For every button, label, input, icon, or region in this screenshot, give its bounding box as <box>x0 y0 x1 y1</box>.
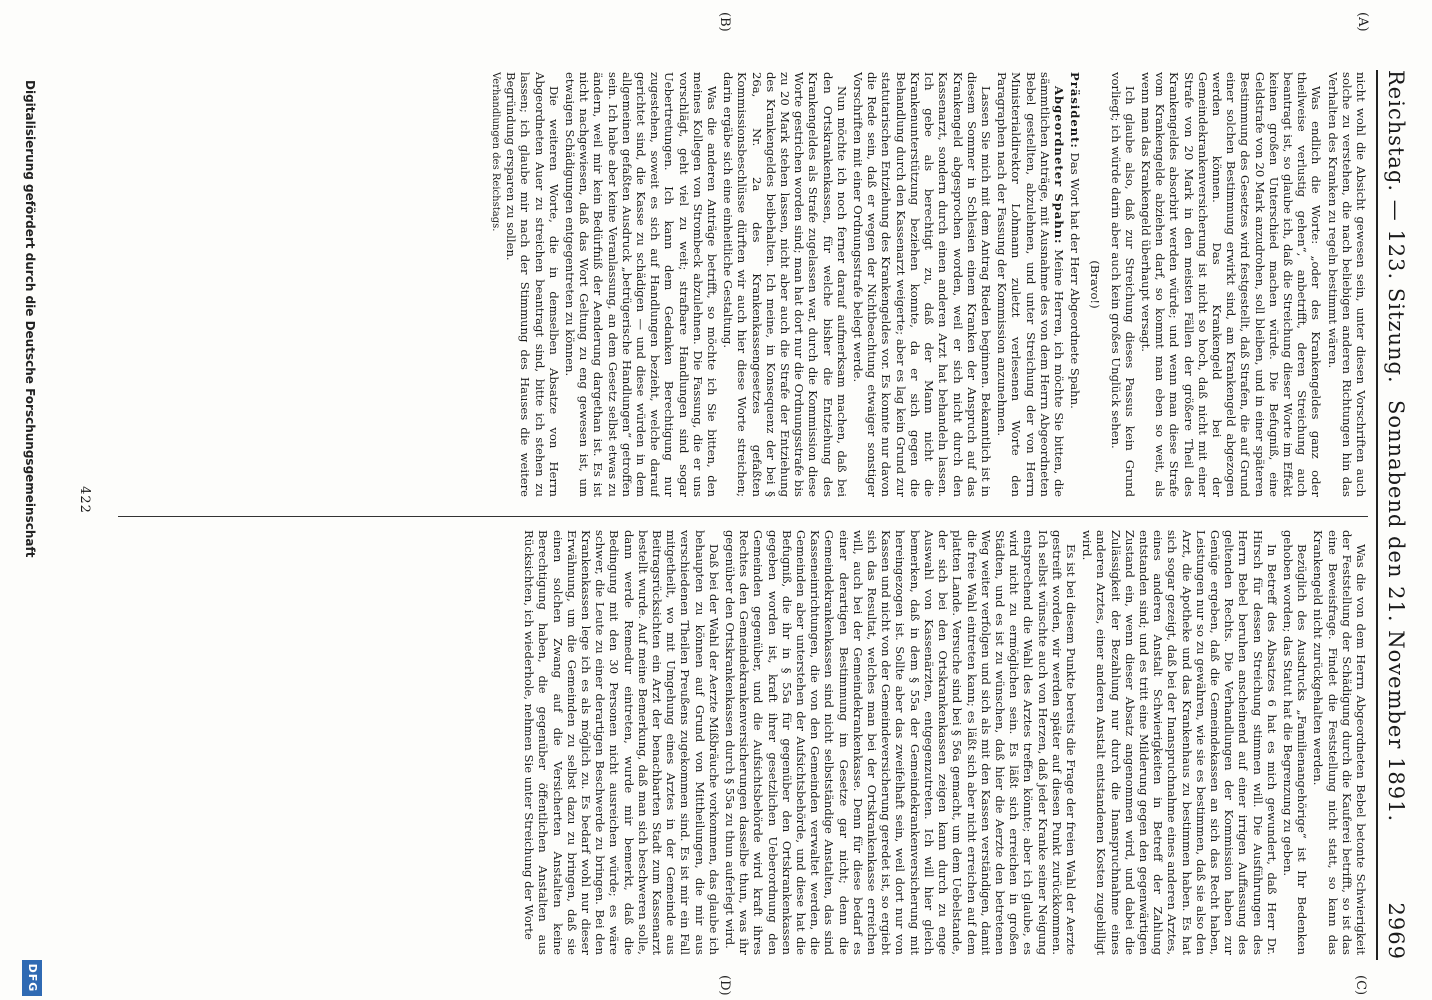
president-text: Das Wort hat der Herr Abgeordnete Spahn. <box>1068 152 1083 409</box>
paragraph: Was die anderen Anträge betrifft, so möchte ich Sie bitten, den meines Kollegen von Strombeck abzulehnen. Die Fassung, die er uns vorschlägt, geht viel zu weit; strafbare Handlungen sind sogar Uebertretungen. Ich kann dem Gedanken Berechtigung nur zugestehen, soweit es sich auf Handlungen bezieht, welche darauf gerichtet sind, die Kasse zu schädigen — und diese würden in dem allgemeinen gefaßten Ausdruck „betrügerische Handlungen“ getroffen sein. Ich habe aber keine Veranlassung, an dem Gesetz selbst etwas zu ändern, weil mir kein Bedürfniß der Aenderung dargethan ist. Es ist nicht nachgewiesen, daß das Wort Geltung zu eng gewesen ist, um etwaigen Schädigungen entgegentreten zu können. <box>563 72 720 497</box>
paragraph: Nun möchte ich noch ferner darauf aufmerksam machen, daß bei den Ortskrankenkassen, für welche bisher die Entziehung des Krankengeldes als Strafe zugelassen war, durch die Kommission diese Worte gestrichen worden sind; man hat dort nur die Ordnungsstrafe bis zu 20 Mark stehen lassen, nicht aber auch die Strafe der Entziehung des Krankengeldes beibehalten. Ich meine, in Konsequenz der bei § 26a, Nr. 2a des Krankenkassengesetzes gefaßten Kommissionsbeschlüsse dürften wir auch hier diese Worte streichen; darin ergäbe sich eine einheitliche Gestaltung. <box>721 72 849 497</box>
paragraph: In Betreff des Absatzes 6 hat es mich gewundert, daß Herr Dr. Hirsch für dessen Streichung stimmen will. Die Ausführungen des Herrn Bebel beruhen anscheinend auf einer irrigen Auffassung des geltenden Rechts. Die Verhandlungen der Kommission haben zur Genüge ergeben, daß die Gemeindekassen an sich das Recht haben, Leistungen nur so zu gewähren, wie sie es bestimmen, daß sie also den Arzt, die Apotheke und das Krankenhaus zu bestimmen haben. Es hat sich sogar gezeigt, daß bei der Inanspruchnahme eines anderen Arztes, eines anderen Anstalt Schwierigkeiten in Betreff der Zahlung entstanden sind; und es tritt eine Milderung gegen den gegenwärtigen Zustand ein, wenn dieser Absatz angenommen wird, und dabei die Zulässigkeit der Bezahlung nur durch die Inanspruchnahme eines anderen Arztes, einer anderen Anstalt entstandenen Kosten zugebilligt wird. <box>1080 530 1279 955</box>
right-text-column <box>118 530 1368 955</box>
paragraph: Die weiteren Worte, die in demselben Absatze von Herrn Abgeordneten Auer zu streichen beantragt sind, bitte ich stehen zu lassen; ich glaube mir nach der Stimmung des Hauses die weitere Begründung ersparen zu sollen. <box>504 72 561 497</box>
paragraph: Es ist bei diesem Punkte bereits die Frage der freien Wahl der Aerzte gestreift worden, wir werden später auf diesen Punkt zurückkommen. Ich selbst wünschte auch von Herzen, daß jeder Kranke seiner Neigung entsprechend die Wahl des Arztes treffen könnte; aber ich glaube, es wird nicht zu ermöglichen sein. Es läßt sich erreichen in großen Städten, und es ist zu wünschen, daß hier die Aerzte den betretenen Weg weiter verfolgen und sich als mit den Kassen verständigen, damit die freie Wahl eintreten kann; es läßt sich aber nicht erreichen auf dem platten Lande. Versuche sind bei § 56a gemacht, um dem Uebelstande, der sich bei den Ortskrankenkassen zeigen kann durch zu enge Auswahl von Kassenärzten, entgegenzutreten. Ich will hier gleich bemerken, daß in dem § 55a der Gemeindekrankenversicherung mit hereingezogen ist. Sollte aber das zweifelhaft sein, weil dort nur von Kassen und nicht von der Gemeindeversicherung geredet ist, so ergiebt sich das Resultat, welches man bei der Ortskrankenkasse erreichen will, auch bei der Gemeindekrankenkasse. Denn für diese bedarf es einer derartigen Bestimmung im Gesetze gar nicht; denn die Gemeindekrankenkassen sind nicht selbstständige Anstalten, das sind Kasseneinrichtungen, die von den Gemeinden verwaltet werden, die Gemeinden aber unterstehen der Aufsichtsbehörde, und diese hat die Befugniß, die ihr in § 55a für gegenüber den Ortskrankenkassen gegeben worden ist, kraft ihrer gesetzlichen Ueberordnung den Gemeinden gegenüber, und die Aufsichtsbehörde wird kraft ihres Rechtes den Gemeindekrankenversicherungen dasselbe thun, was ihr gegenüber den Ortskrankenkassen durch § 55a zu thun auferlegt wird. <box>723 530 1078 955</box>
paragraph: Ich glaube also, daß zur Streichung dieses Passus kein Grund vorliegt; ich würde darin aber auch kein großes Unglück sehen. <box>1108 72 1137 497</box>
header-date: Sonnabend den 21. November 1891. <box>1384 400 1408 823</box>
speaker-spahn: Abgeordneter Spahn: <box>1051 86 1066 245</box>
spahn-text: Meine Herren, ich möchte Sie bitten, die sämmtlichen Anträge, mit Ausnahme des von dem Herrn Abgeordneten Bebel gestellten, abzulehnen, und unter Streichung der von Herrn Ministerialdirektor Lohmann zuletzt verlesenen Worte den Paragraphen nach der Fassung der Kommission anzunehmen. <box>995 72 1066 497</box>
paragraph: Was endlich die Worte: „oder des Krankengeldes ganz oder theilweise verlustig gehen“, anbetrifft, deren Streichung auch beantragt ist, so glaube ich, daß die Streichung dieser Worte im Effekt keinen großen Unterschied machen würde. Die Befugniß, eine Geldstrafe von 20 Mark anzudrohen, soll bleiben, und in einer späteren Bestimmung des Gesetzes wird festgestellt, daß Strafen, die auf Grund einer solchen Bestimmung erwirkt sind, am Krankengeld abgezogen werden können. Das Krankengeld bei der Gemeindekrankenversicherung ist nicht so hoch, daß nicht mit einer Strafe von 20 Mark in den meisten Fällen der größere Theil des Krankengeldes absorbirt werden würde; und wenn man diese Strafe vom Krankengelde abziehen darf, so kommt man eben so weit, als wenn man das Krankengeld überhaupt versagt. <box>1138 72 1324 497</box>
paragraph: Was die von dem Herrn Abgeordneten Bebel betonte Schwierigkeit der Feststellung der Schädigung durch die Kauferei betrifft, so ist das eine Beweisfrage. Findet die Feststellung nicht statt, so kann das Krankengeld nicht zurückgehalten werden. <box>1311 530 1368 955</box>
column-divider <box>118 516 1368 517</box>
dfg-logo: DFG <box>22 960 42 996</box>
president-statement <box>1068 72 1082 497</box>
paragraph: Lassen Sie mich mit dem Antrag Rieden beginnen. Bekanntlich ist in diesem Sommer in Schlesien einem Kranken der Anspruch auf das Krankengeld abgesprochen worden, weil er sich nicht durch den Kassenarzt, sondern durch einen anderen Arzt hat behandeln lassen. Ich gebe als berechtigt zu, daß der Mann nicht die Krankenunterstützung beziehen konnte, da er sich gegen die Behandlung durch den Kassenarzt weigerte; aber es lag kein Grund zur statutarischen Entziehung des Krankengeldes vor. Es konnte nur davon die Rede sein, daß er wegen der Nichtbeachtung etwaiger sonstiger Vorschriften mit einer Ordnungsstrafe belegt werde. <box>851 72 993 497</box>
footer-source: Verhandlungen des Reichstags. <box>490 72 502 232</box>
margin-marker-c: (C) <box>1353 975 1368 996</box>
bottom-page-number: 422 <box>77 486 92 514</box>
paragraph: Bezüglich des Ausdrucks „Familienangehörige“ ist Ihr Bedenken gehoben worden; das Statut hat die Begrenzung zu geben. <box>1280 530 1310 955</box>
spahn-statement <box>995 72 1066 497</box>
paragraph: Daß bei der Wahl der Aerzte Mißbräuche vorkommen, das glaube ich behaupten zu können auf Grund von Mittheilungen, die mir aus verschiedenen Theilen Preußens zugekommen sind. Es ist mir ein Fall mitgetheilt, wo mit Umgehung eines Arztes in der Gemeinde aus Beitragsrücksichten ein Arzt der benachbarten Stadt zum Kassenarzt bestellt wurde. Auf meine Bemerkung, daß man sich beschweren solle, dann werde Remedur eintreten, wurde mir bemerkt, daß die Bedingung mit den 30 Personen nicht ausreichen würde; es wäre schwer, die Leute zu einer derartigen Beschwerde zu bringen. Bei den Krankenkassen lege ich es als möglich zu. Es bedarf wohl nur dieser Erwähnung, um die Gemeinden zu selbst dazu zu bringen, daß sie einen solchen Zwang auf die Versicherten Anstalten keine Berechtigung haben, die gegenüber öffentlichen Anstalten aus Rücksichten, ich wiederhole, nehmen Sie unter Streichung der Worte <box>522 530 721 955</box>
margin-marker-d: (D) <box>717 975 732 996</box>
paragraph: nicht wohl die Absicht gewesen sein, unter diesen Vorschriften auch solche zu verstehen, die nach beliebigen anderen Richtungen hin das Verhalten des Kranken zu regeln bestimmt wären. <box>1325 72 1368 497</box>
left-text-column <box>118 72 1368 497</box>
margin-marker-a: (A) <box>1355 12 1370 32</box>
applause-note: (Bravo!) <box>1088 260 1103 309</box>
header-page-number: 2969 <box>1384 902 1408 960</box>
header-session: Reichstag. — 123. Sitzung. <box>1384 70 1408 384</box>
margin-marker-b: (B) <box>717 12 732 32</box>
dfg-credit: Digitalisierung gefördert durch die Deutsche Forschungsgemeinschaft <box>23 80 37 558</box>
page-header <box>1376 70 1414 960</box>
speaker-president: Präsident: <box>1068 72 1083 149</box>
